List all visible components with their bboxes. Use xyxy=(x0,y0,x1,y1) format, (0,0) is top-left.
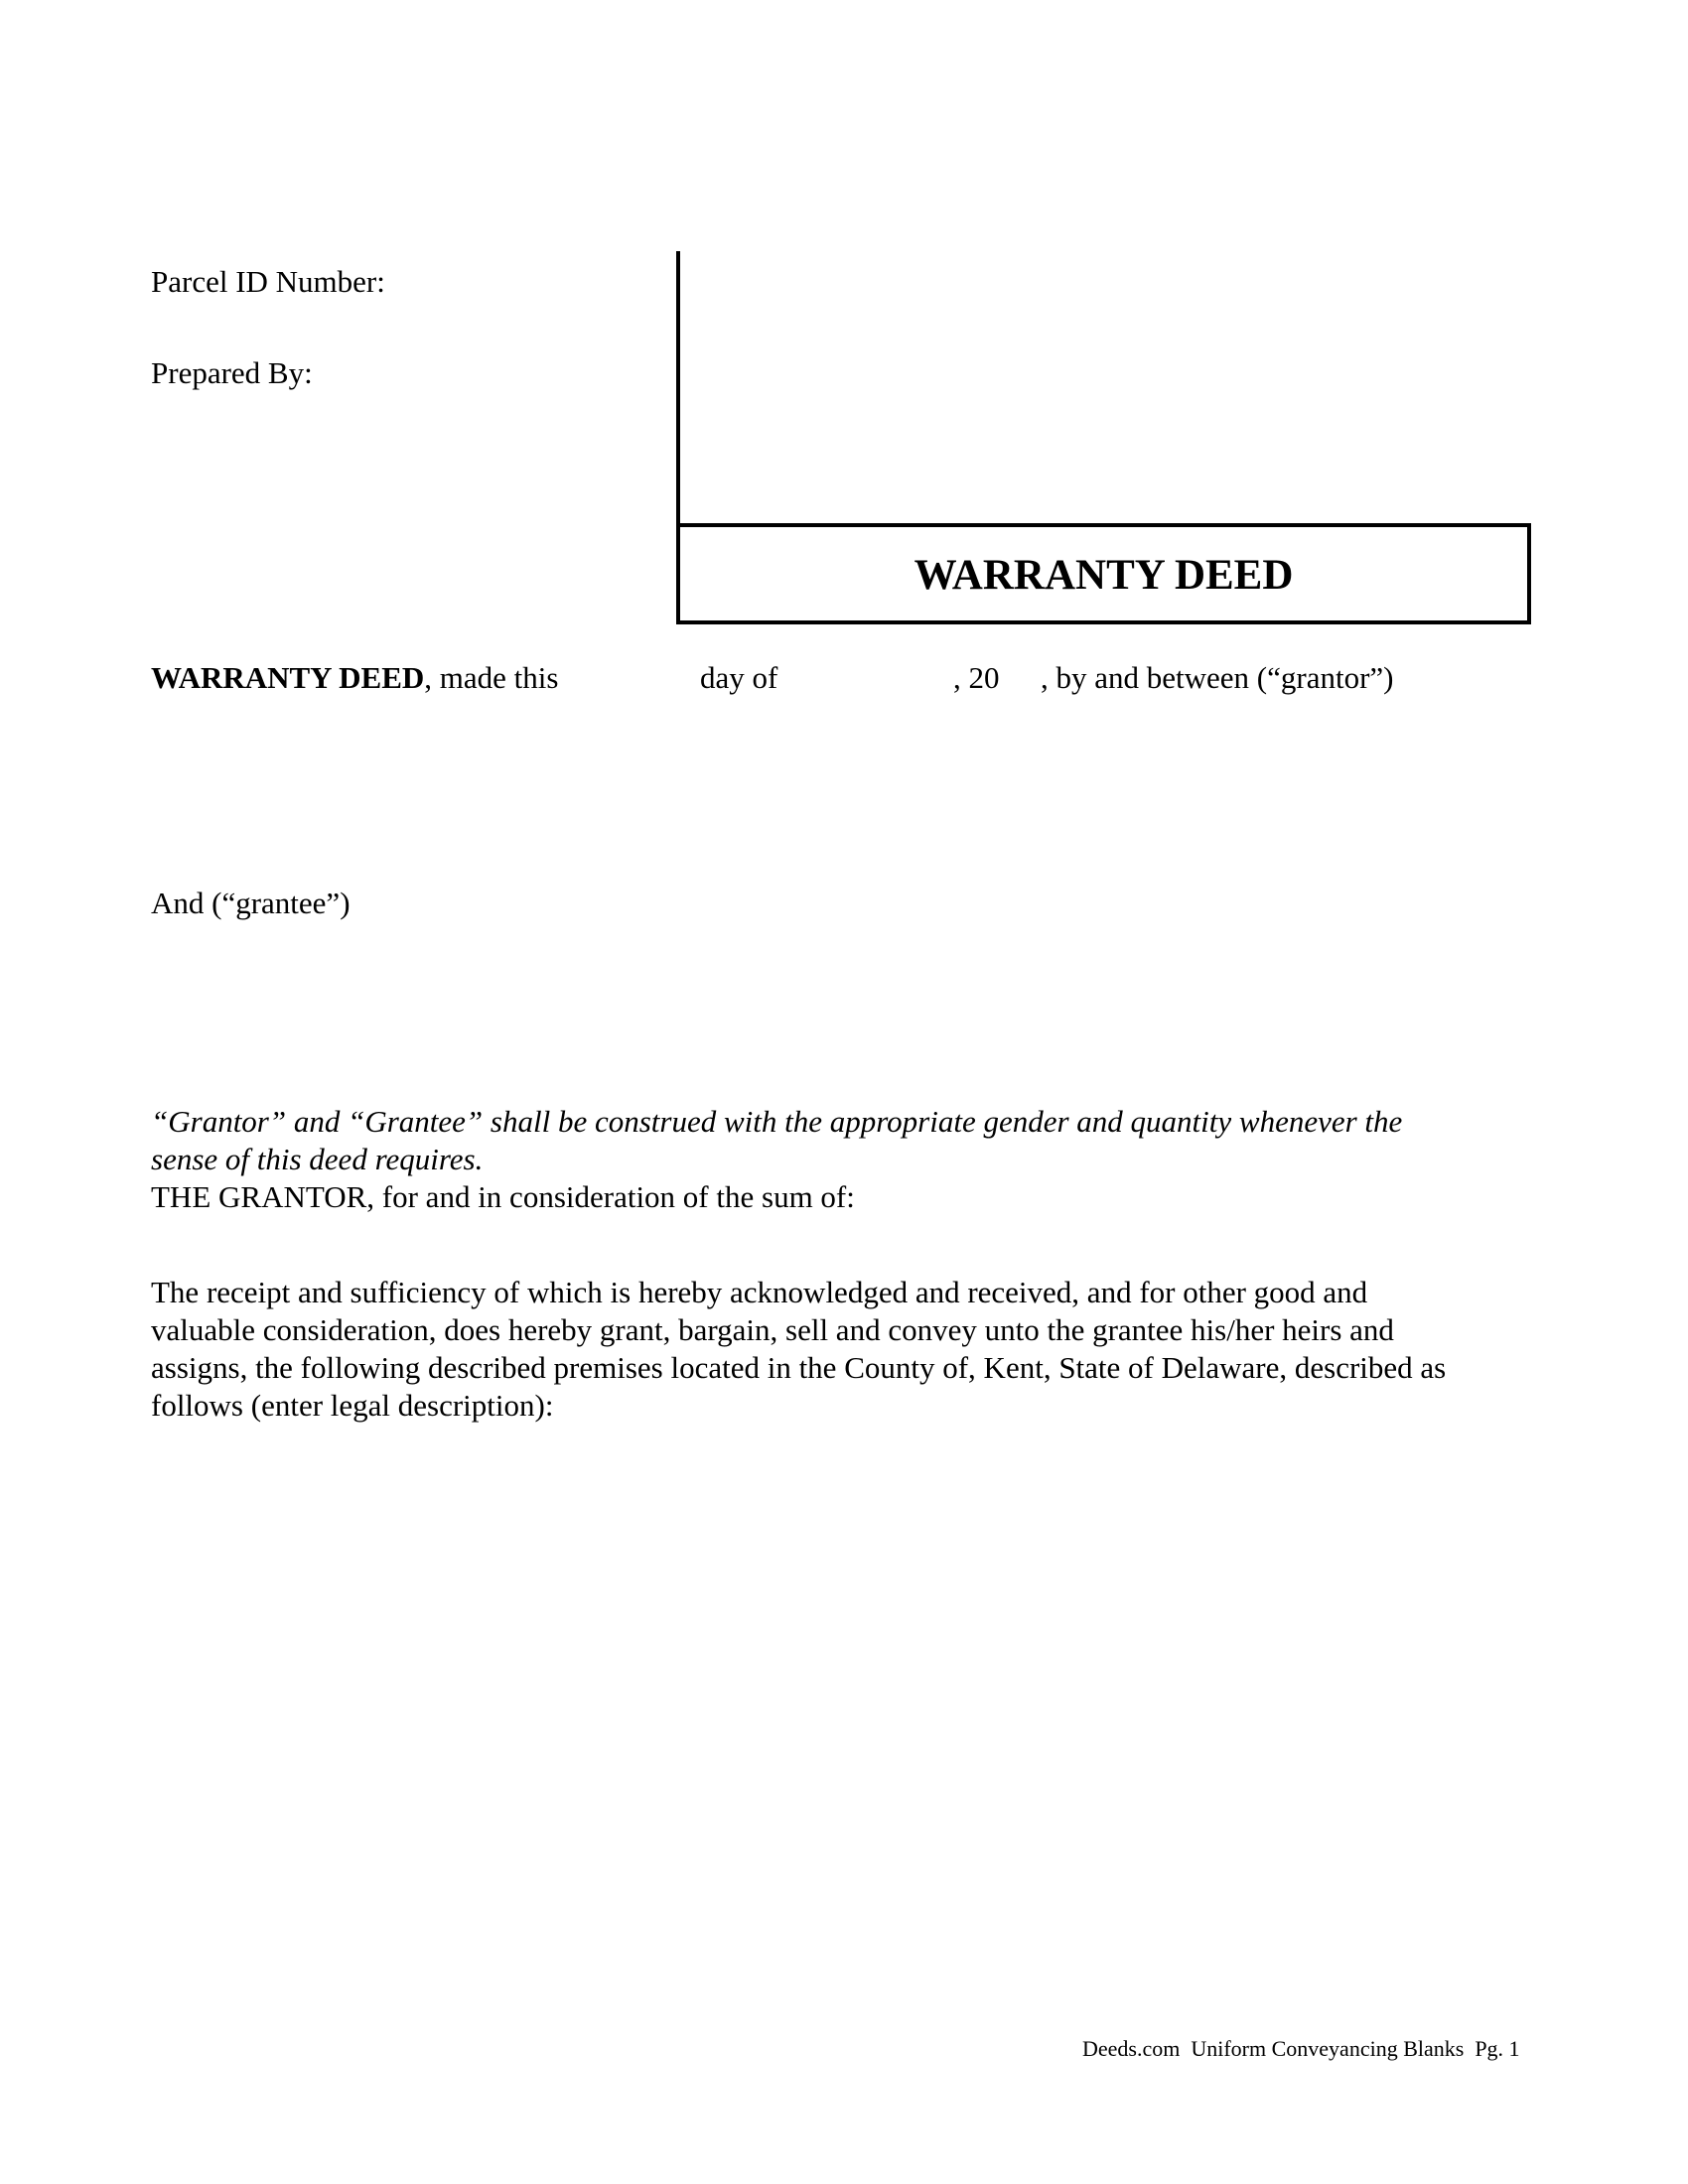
construction-clause-line: “Grantor” and “Grantee” shall be construed with the appropriate gender and quantity whenever the xyxy=(151,1104,1403,1139)
receipt-paragraph-line: The receipt and sufficiency of which is hereby acknowledged and received, and for other good and xyxy=(151,1275,1368,1309)
receipt-paragraph xyxy=(151,1274,1541,1425)
consideration-line: THE GRANTOR, for and in consideration of the sum of: xyxy=(151,1179,855,1214)
grantee-line: And (“grantee”) xyxy=(151,886,351,920)
receipt-paragraph-line: valuable consideration, does hereby grant, bargain, sell and convey unto the grantee his/her heirs and xyxy=(151,1312,1394,1347)
prepared-by-label: Prepared By: xyxy=(151,355,313,390)
intro-day-of: day of xyxy=(700,660,778,695)
construction-clause-line: sense of this deed requires. xyxy=(151,1142,484,1176)
intro-bold-title: WARRANTY DEED xyxy=(151,660,425,695)
receipt-paragraph-line: assigns, the following described premises located in the County of, Kent, State of Delaware, described as xyxy=(151,1350,1447,1385)
construction-clause xyxy=(151,1103,1541,1178)
page-footer: Deeds.com Uniform Conveyancing Blanks Pg. 1 xyxy=(1082,2036,1520,2061)
receipt-paragraph-line: follows (enter legal description): xyxy=(151,1388,554,1423)
intro-by-and-between: , by and between (“grantor”) xyxy=(1041,660,1394,695)
document-title: WARRANTY DEED xyxy=(914,552,1294,599)
intro-made-this: , made this xyxy=(424,660,559,695)
intro-year-prefix: , 20 xyxy=(953,660,1000,695)
parcel-id-label: Parcel ID Number: xyxy=(151,264,385,299)
title-box xyxy=(676,523,1531,624)
intro-line-lead xyxy=(151,659,558,697)
